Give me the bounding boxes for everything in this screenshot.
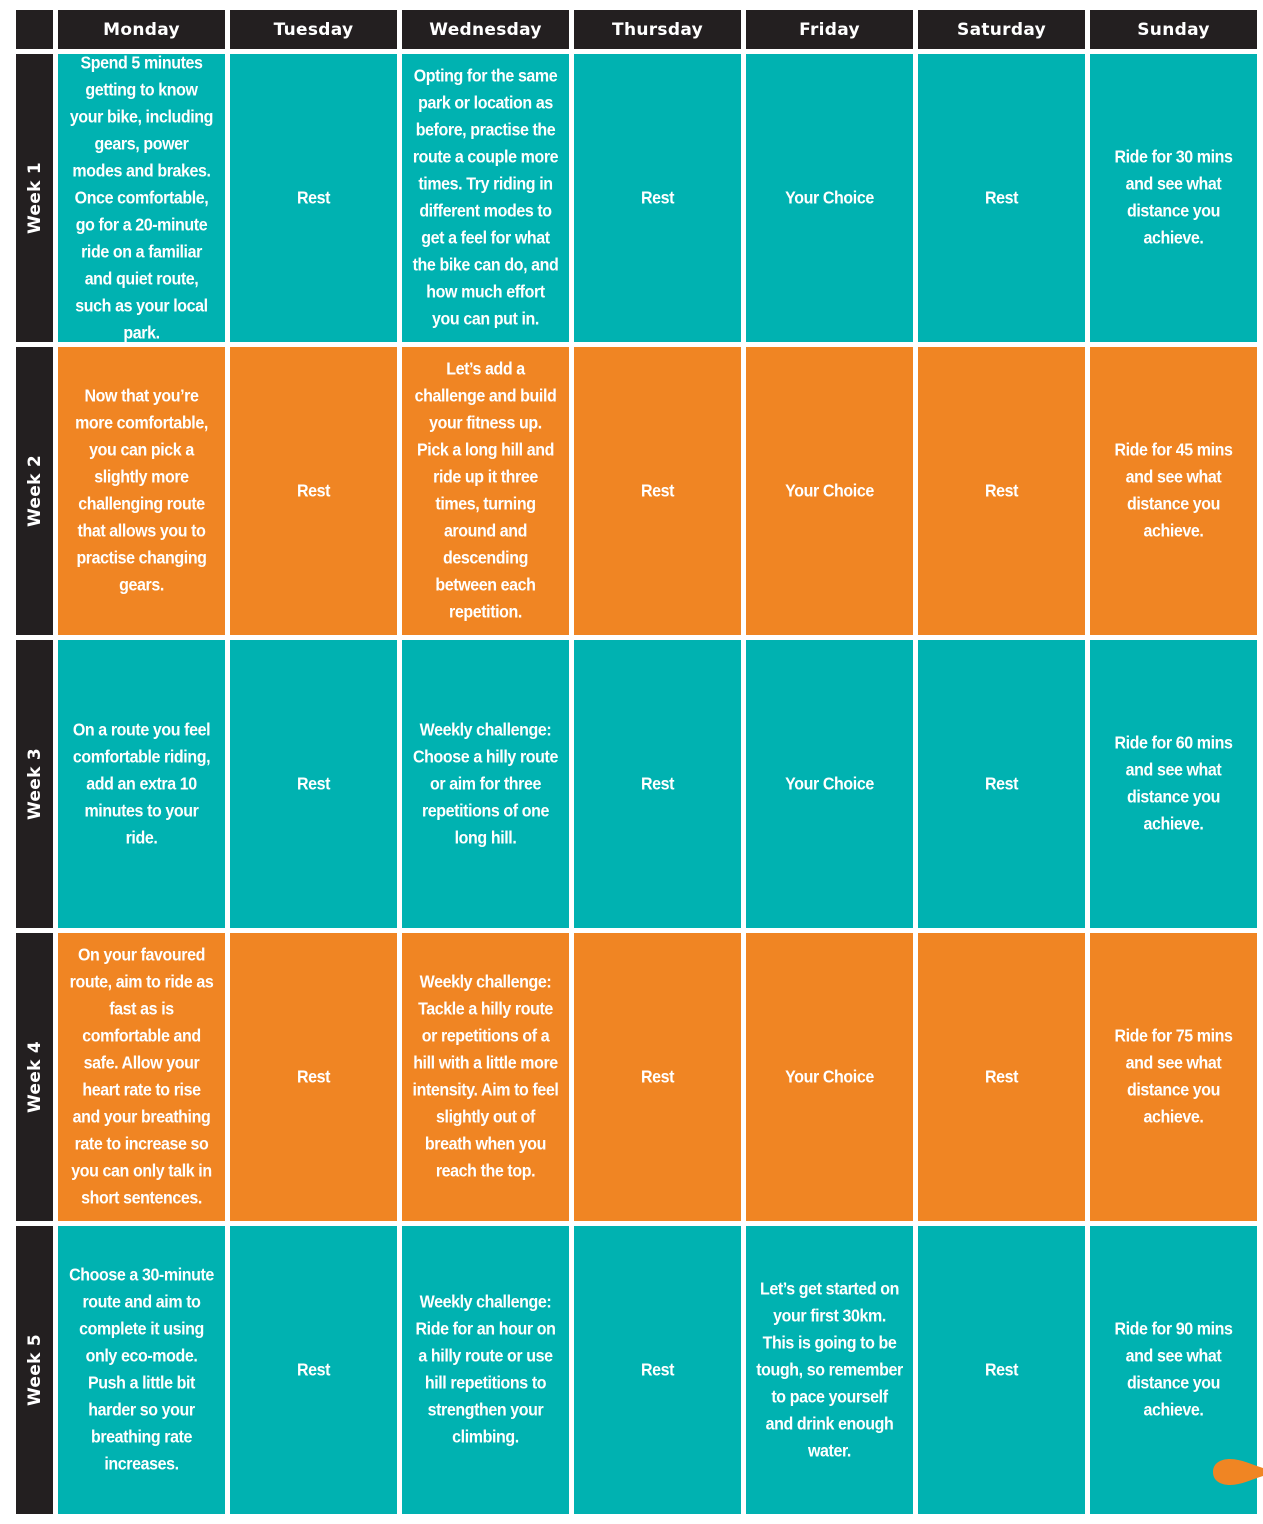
week-label-text: Week 4 — [24, 1040, 45, 1114]
schedule-cell: Ride for 60 mins and see what distance you achieve. — [1090, 640, 1257, 928]
day-header-sunday: Sunday — [1090, 10, 1257, 49]
schedule-cell: On your favoured route, aim to ride as fast as is comfortable and safe. Allow your heart rate to rise and your breathing rate to increase so you can only talk in short sentences. — [58, 933, 225, 1221]
schedule-cell: Rest — [574, 1226, 741, 1514]
day-header-friday: Friday — [746, 10, 913, 49]
training-schedule-table — [16, 10, 1252, 1514]
schedule-cell: Rest — [230, 54, 397, 342]
schedule-cell: Let’s add a challenge and build your fitness up. Pick a long hill and ride up it three times, turning around and descending between each repetition. — [402, 347, 569, 635]
schedule-cell: Your Choice — [746, 347, 913, 635]
schedule-cell: Ride for 30 mins and see what distance you achieve. — [1090, 54, 1257, 342]
week-label-text: Week 1 — [24, 161, 45, 235]
schedule-cell: Rest — [918, 640, 1085, 928]
week-label-5 — [16, 1226, 53, 1514]
table-corner — [16, 10, 53, 49]
schedule-cell: Rest — [574, 347, 741, 635]
week-label-2 — [16, 347, 53, 635]
schedule-cell: Now that you’re more comfortable, you can pick a slightly more challenging route that allows you to practise changing gears. — [58, 347, 225, 635]
schedule-cell: Opting for the same park or location as before, practise the route a couple more times. Try riding in different modes to get a feel for what the bike can do, and how much effort you can put in. — [402, 54, 569, 342]
schedule-cell: Rest — [230, 347, 397, 635]
schedule-cell: Rest — [574, 54, 741, 342]
day-header-monday: Monday — [58, 10, 225, 49]
schedule-cell: Rest — [230, 1226, 397, 1514]
schedule-cell: Rest — [230, 640, 397, 928]
week-label-text: Week 5 — [24, 1333, 45, 1407]
day-header-tuesday: Tuesday — [230, 10, 397, 49]
schedule-cell: Ride for 75 mins and see what distance you achieve. — [1090, 933, 1257, 1221]
schedule-cell: Rest — [918, 1226, 1085, 1514]
schedule-cell: Weekly challenge: Ride for an hour on a hilly route or use hill repetitions to strengthen your climbing. — [402, 1226, 569, 1514]
week-label-text: Week 3 — [24, 747, 45, 821]
day-header-thursday: Thursday — [574, 10, 741, 49]
schedule-cell: On a route you feel comfortable riding, add an extra 10 minutes to your ride. — [58, 640, 225, 928]
schedule-cell: Rest — [574, 640, 741, 928]
schedule-cell: Rest — [918, 54, 1085, 342]
orange-tab-decoration — [1213, 1459, 1263, 1485]
schedule-cell: Weekly challenge: Tackle a hilly route or repetitions of a hill with a little more intensity. Aim to feel slightly out of breath when you reach the top. — [402, 933, 569, 1221]
schedule-cell: Weekly challenge: Choose a hilly route or aim for three repetitions of one long hill. — [402, 640, 569, 928]
day-header-wednesday: Wednesday — [402, 10, 569, 49]
week-label-text: Week 2 — [24, 454, 45, 528]
schedule-cell: Ride for 90 mins and see what distance you achieve. — [1090, 1226, 1257, 1514]
schedule-cell: Your Choice — [746, 54, 913, 342]
schedule-cell: Your Choice — [746, 640, 913, 928]
schedule-cell: Rest — [918, 347, 1085, 635]
schedule-cell: Rest — [918, 933, 1085, 1221]
schedule-cell: Spend 5 minutes getting to know your bike, including gears, power modes and brakes. Once comfortable, go for a 20-minute ride on a familiar and quiet route, such as your local park. — [58, 54, 225, 342]
week-label-1 — [16, 54, 53, 342]
schedule-cell: Choose a 30-minute route and aim to complete it using only eco-mode. Push a little bit harder so your breathing rate increases. — [58, 1226, 225, 1514]
day-header-saturday: Saturday — [918, 10, 1085, 49]
schedule-cell: Rest — [574, 933, 741, 1221]
schedule-cell: Ride for 45 mins and see what distance you achieve. — [1090, 347, 1257, 635]
schedule-cell: Your Choice — [746, 933, 913, 1221]
week-label-3 — [16, 640, 53, 928]
schedule-cell: Rest — [230, 933, 397, 1221]
schedule-cell: Let’s get started on your first 30km. This is going to be tough, so remember to pace yourself and drink enough water. — [746, 1226, 913, 1514]
week-label-4 — [16, 933, 53, 1221]
